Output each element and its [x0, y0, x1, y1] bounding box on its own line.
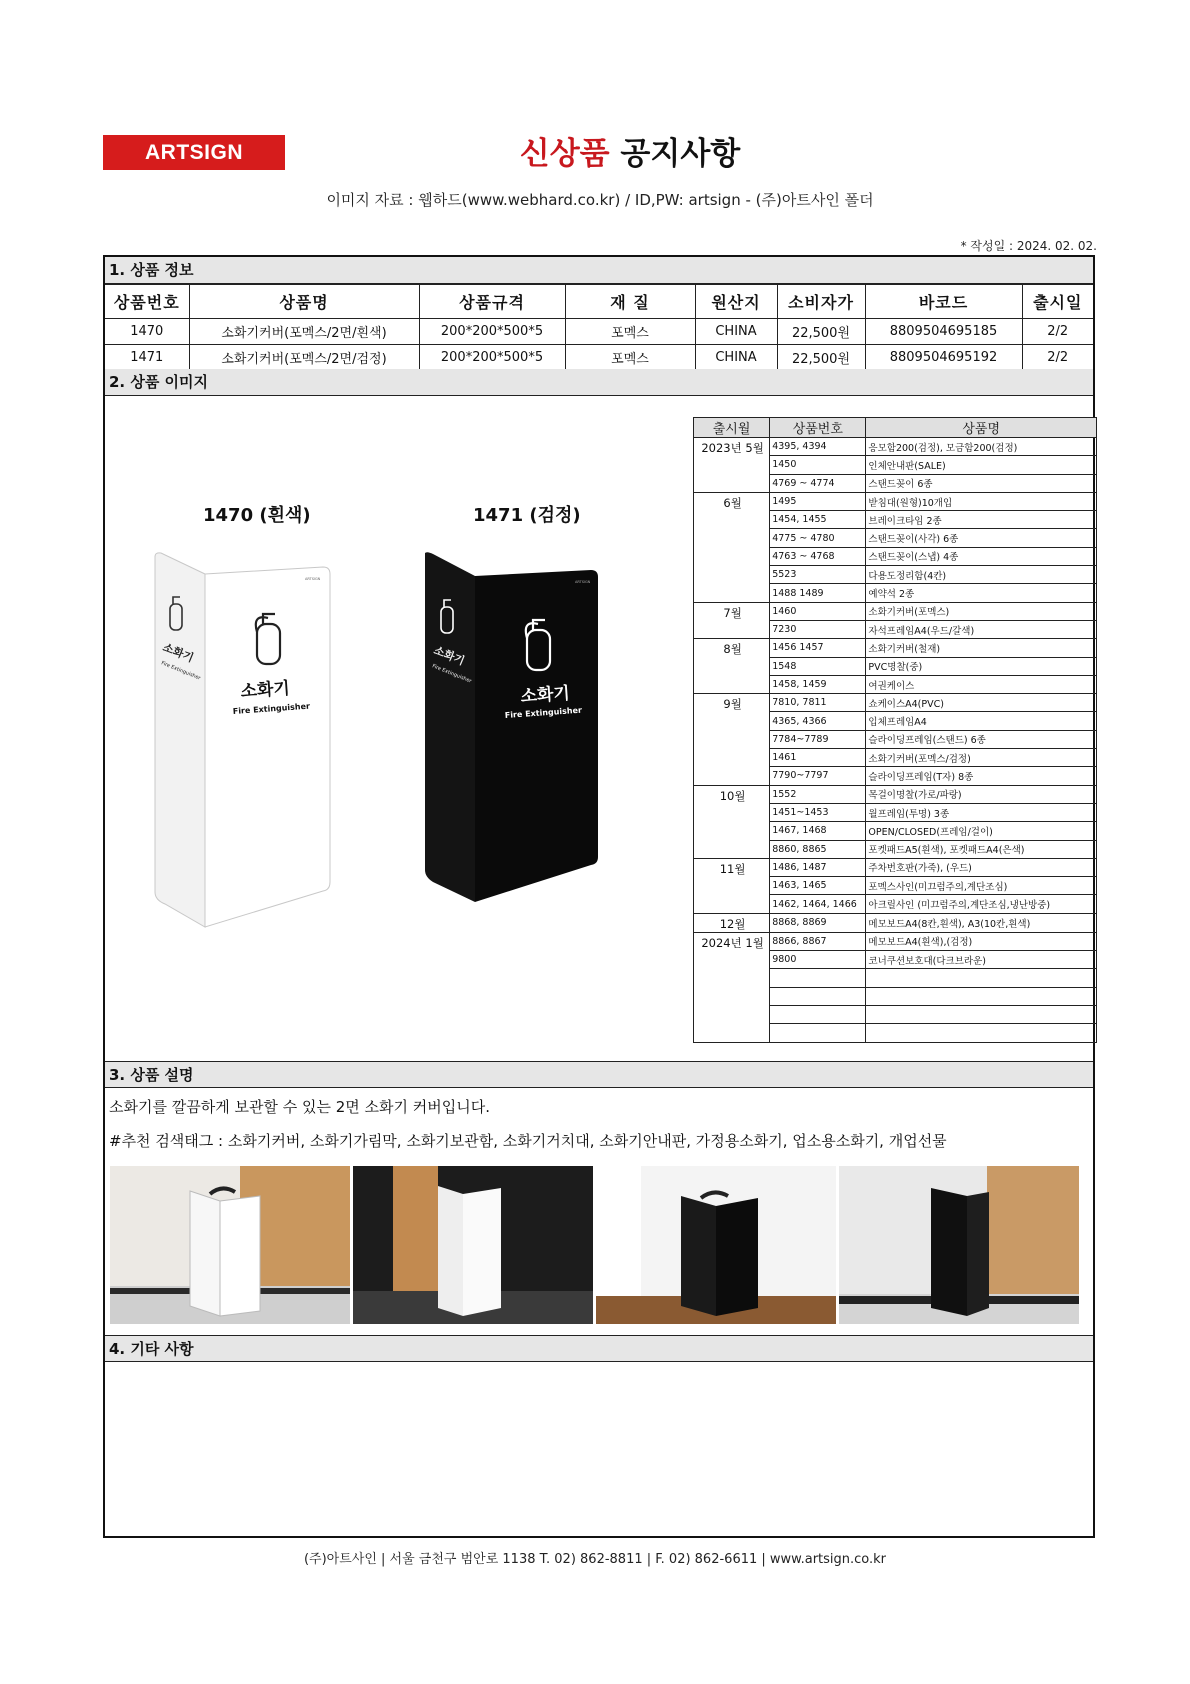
page-title: [380, 128, 880, 173]
release-product-name: 응모함200(검정), 모금함200(검정): [866, 438, 1097, 456]
table-row: [105, 319, 1093, 345]
table-cell: 1471: [105, 345, 189, 371]
header-cell: 상품번호: [105, 285, 189, 319]
release-table-header: [694, 418, 1097, 438]
table-cell: 8809504695192: [865, 345, 1022, 371]
release-product-name: 소화기커버(포멕스/검정): [866, 749, 1097, 767]
release-product-name: 스탠드꽂이(스냅) 4종: [866, 547, 1097, 565]
release-product-name: 메모보드A4(흰색),(검정): [866, 932, 1097, 950]
white-sign-en: Fire Extinguisher: [232, 701, 311, 716]
written-date: * 작성일 : 2024. 02. 02.: [960, 239, 1097, 253]
section-product-description: 3. 상품 설명: [105, 1061, 1093, 1088]
release-month: 9월: [694, 694, 770, 785]
release-month: 2024년 1월: [694, 932, 770, 1042]
table-cell: 포멕스: [565, 319, 695, 345]
release-product-name: 코너쿠션보호대(다크브라운): [866, 951, 1097, 969]
release-month: 10월: [694, 785, 770, 858]
release-product-number: 1461: [770, 749, 866, 767]
white-side-en: Fire Extinguisher: [160, 660, 202, 682]
release-product-number: 1552: [770, 785, 866, 803]
white-cover: [155, 553, 330, 927]
release-product-name: 인체안내판(SALE): [866, 456, 1097, 474]
footer-company-info: (주)아트사인 | 서울 금천구 범안로 1138 T. 02) 862-8811 | F. 02) 862-6611 | www.artsign.co.kr: [303, 1552, 887, 1567]
release-product-name: 예약석 2종: [866, 584, 1097, 602]
product-photo-black-corner: [596, 1166, 836, 1324]
product-description: 소화기를 깔끔하게 보관할 수 있는 2면 소화기 커버입니다.: [109, 1098, 490, 1116]
product-photo-white-door: [353, 1166, 593, 1324]
release-product-number: 9800: [770, 951, 866, 969]
release-product-number: 4365, 4366: [770, 712, 866, 730]
release-product-number: [770, 969, 866, 987]
table-cell: 소화기커버(포멕스/2면/검정): [189, 345, 419, 371]
product-table-header: [105, 285, 1093, 319]
section-product-images: 2. 상품 이미지: [105, 369, 1093, 396]
release-product-name: 아크릴사인 (미끄럼주의,계단조심,냉난방중): [866, 895, 1097, 913]
header-cell: 상품명: [866, 418, 1097, 438]
release-product-name: [866, 1005, 1097, 1023]
release-product-name: 월프레임(투명) 3종: [866, 803, 1097, 821]
white-side-ko: 소화기: [160, 640, 196, 665]
release-product-name: 브레이크타임 2종: [866, 511, 1097, 529]
release-product-number: 1463, 1465: [770, 877, 866, 895]
release-product-name: PVC명찰(중): [866, 657, 1097, 675]
table-cell: 22,500원: [777, 319, 865, 345]
table-cell: 200*200*500*5: [419, 345, 565, 371]
notice-frame: [103, 255, 1095, 1538]
product-info-table: [105, 284, 1093, 371]
release-product-name: 목걸이명찰(가로/파랑): [866, 785, 1097, 803]
black-sign-ko: 소화기: [519, 683, 571, 707]
release-product-number: 5523: [770, 566, 866, 584]
release-product-number: 1467, 1468: [770, 822, 866, 840]
release-product-number: 8868, 8869: [770, 913, 866, 932]
table-row: [694, 639, 1097, 657]
release-product-name: 포멕스사인(미끄럼주의,계단조심): [866, 877, 1097, 895]
black-cover: [425, 552, 598, 902]
table-cell: 2/2: [1022, 319, 1093, 345]
header-cell: 바코드: [865, 285, 1022, 319]
table-cell: 소화기커버(포멕스/2면/흰색): [189, 319, 419, 345]
black-side-en: Fire Extinguisher: [431, 663, 473, 685]
release-product-number: 1451~1453: [770, 803, 866, 821]
release-product-name: 슬라이딩프레임(스탠드) 6종: [866, 730, 1097, 748]
release-product-number: 4775 ~ 4780: [770, 529, 866, 547]
image-source-note: 이미지 자료 : 웹하드(www.webhard.co.kr) / ID,PW: artsign - (주)아트사인 폴더: [326, 191, 874, 209]
release-product-number: [770, 1005, 866, 1023]
release-product-number: 1548: [770, 657, 866, 675]
header-cell: 소비자가: [777, 285, 865, 319]
search-tags: #추천 검색태그 : 소화기커버, 소화기가림막, 소화기보관함, 소화기거치대, 소화기안내판, 가정용소화기, 업소용소화기, 개업선물: [109, 1132, 947, 1150]
release-product-name: 여권케이스: [866, 675, 1097, 693]
table-row: [694, 858, 1097, 876]
table-cell: CHINA: [695, 345, 777, 371]
table-row: [694, 438, 1097, 456]
table-row: [694, 913, 1097, 932]
white-sign-ko: 소화기: [239, 678, 291, 702]
release-product-number: 4769 ~ 4774: [770, 474, 866, 492]
release-month: 7월: [694, 602, 770, 639]
table-cell: 포멕스: [565, 345, 695, 371]
release-product-number: 1460: [770, 602, 866, 620]
table-cell: 1470: [105, 319, 189, 345]
black-brand-mark: ARTSIGN: [575, 580, 591, 584]
table-cell: 22,500원: [777, 345, 865, 371]
release-product-name: [866, 1024, 1097, 1042]
release-product-number: 4763 ~ 4768: [770, 547, 866, 565]
white-brand-mark: ARTSIGN: [305, 577, 321, 581]
release-month: 2023년 5월: [694, 438, 770, 493]
release-history-table: [693, 417, 1097, 1043]
release-product-name: 자석프레임A4(우드/갈색): [866, 620, 1097, 638]
release-product-name: 받침대(원형)10개입: [866, 492, 1097, 510]
table-cell: 8809504695185: [865, 319, 1022, 345]
release-product-number: 1458, 1459: [770, 675, 866, 693]
release-product-number: [770, 987, 866, 1005]
release-product-number: 1462, 1464, 1466: [770, 895, 866, 913]
header-cell: 재 질: [565, 285, 695, 319]
header-cell: 상품명: [189, 285, 419, 319]
release-product-number: 7230: [770, 620, 866, 638]
release-product-name: 스탠드꽂이(사각) 6종: [866, 529, 1097, 547]
table-cell: CHINA: [695, 319, 777, 345]
release-product-number: 1454, 1455: [770, 511, 866, 529]
release-month: 12월: [694, 913, 770, 932]
table-row: [694, 785, 1097, 803]
release-product-name: 다용도정리함(4칸): [866, 566, 1097, 584]
section-other-notes: 4. 기타 사항: [105, 1335, 1093, 1362]
artsign-logo: ARTSIGN: [103, 135, 285, 170]
release-product-name: 슬라이딩프레임(T자) 8종: [866, 767, 1097, 785]
product-photo-white-hallway: [110, 1166, 350, 1324]
header-cell: 상품규격: [419, 285, 565, 319]
release-product-number: 7790~7797: [770, 767, 866, 785]
release-month: 8월: [694, 639, 770, 694]
release-product-number: 1495: [770, 492, 866, 510]
release-product-name: 소화기커버(포멕스): [866, 602, 1097, 620]
product-cover-illustration: [145, 552, 645, 932]
header-cell: 상품번호: [770, 418, 866, 438]
release-product-number: 8860, 8865: [770, 840, 866, 858]
title-notice: 공지사항: [620, 136, 741, 172]
header-cell: 원산지: [695, 285, 777, 319]
release-product-number: 1456 1457: [770, 639, 866, 657]
release-product-name: 주차번호판(가죽), (우드): [866, 858, 1097, 876]
release-product-number: 7810, 7811: [770, 694, 866, 712]
header-cell: 출시월: [694, 418, 770, 438]
product-photo-black-wall: [839, 1166, 1079, 1324]
release-product-number: [770, 1024, 866, 1042]
black-product-label: 1471 (검정): [473, 505, 581, 526]
table-row: [694, 492, 1097, 510]
release-product-name: 메모보드A4(8칸,흰색), A3(10칸,흰색): [866, 913, 1097, 932]
release-product-name: 입체프레임A4: [866, 712, 1097, 730]
release-month: 6월: [694, 492, 770, 602]
release-product-name: 소화기커버(철재): [866, 639, 1097, 657]
release-product-name: 쇼케이스A4(PVC): [866, 694, 1097, 712]
release-product-number: 4395, 4394: [770, 438, 866, 456]
release-product-name: [866, 987, 1097, 1005]
table-row: [694, 602, 1097, 620]
release-product-number: 1450: [770, 456, 866, 474]
release-product-number: 1486, 1487: [770, 858, 866, 876]
section-product-info: 1. 상품 정보: [105, 257, 1093, 284]
table-row: [694, 932, 1097, 950]
table-row: [105, 345, 1093, 371]
release-product-number: 8866, 8867: [770, 932, 866, 950]
table-row: [694, 694, 1097, 712]
release-product-name: OPEN/CLOSED(프레임/걸이): [866, 822, 1097, 840]
release-product-number: 1488 1489: [770, 584, 866, 602]
black-side-ko: 소화기: [431, 643, 467, 668]
release-product-number: 7784~7789: [770, 730, 866, 748]
title-new-product: 신상품: [519, 136, 610, 172]
release-product-name: 포켓패드A5(흰색), 포켓패드A4(은색): [866, 840, 1097, 858]
black-sign-en: Fire Extinguisher: [504, 705, 583, 720]
release-product-name: 스탠드꽂이 6종: [866, 474, 1097, 492]
header-cell: 출시일: [1022, 285, 1093, 319]
release-product-name: [866, 969, 1097, 987]
white-product-label: 1470 (흰색): [203, 505, 311, 526]
table-cell: 200*200*500*5: [419, 319, 565, 345]
table-cell: 2/2: [1022, 345, 1093, 371]
release-month: 11월: [694, 858, 770, 913]
